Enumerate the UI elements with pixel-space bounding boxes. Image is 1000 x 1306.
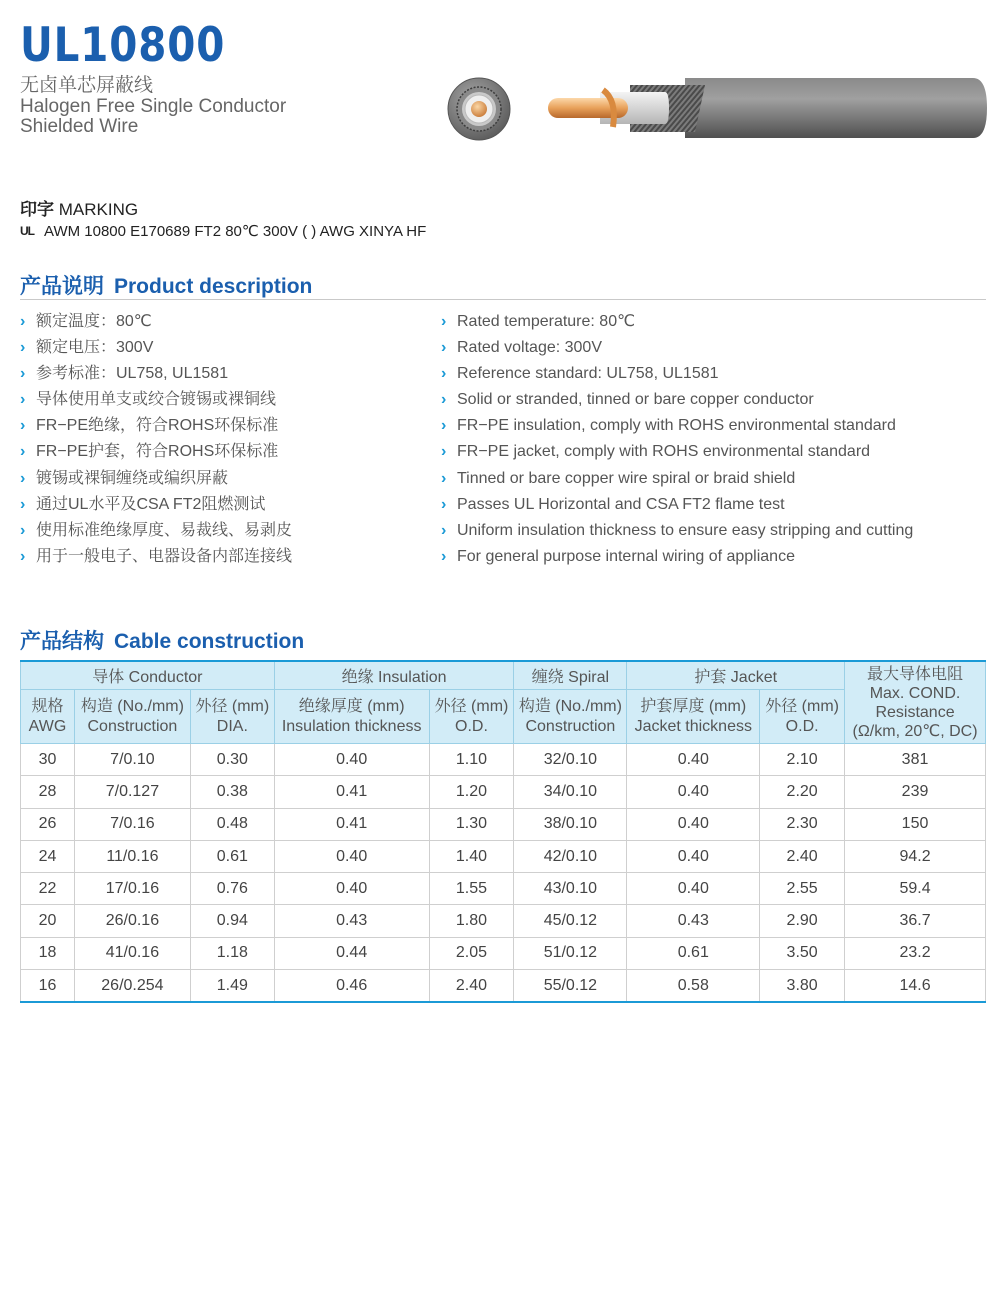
- group-header-jacket: 护套 Jacket: [627, 661, 845, 690]
- table-cell: 51/0.12: [514, 937, 627, 969]
- table-cell: 34/0.10: [514, 776, 627, 808]
- product-name-cn: 无卤单芯屏蔽线: [20, 75, 154, 96]
- model-title: UL10800: [20, 18, 226, 73]
- chevron-right-icon: ›: [441, 443, 447, 461]
- list-item: [20, 390, 292, 416]
- marking-label-en: MARKING: [58, 200, 139, 219]
- table-cell: 20: [21, 905, 75, 937]
- group-header-spiral: 缠绕 Spiral: [514, 661, 627, 690]
- chevron-right-icon: ›: [20, 365, 26, 383]
- table-cell: 0.58: [627, 970, 760, 1003]
- column-header-line: Construction: [525, 717, 616, 735]
- marking-text: AWM 10800 E170689 FT2 80℃ 300V ( ) AWG XINYA HF: [44, 223, 427, 240]
- table-cell: 1.80: [429, 905, 514, 937]
- table-cell: 1.10: [429, 744, 514, 776]
- list-item: [441, 416, 913, 442]
- column-header: [190, 690, 274, 744]
- list-item: [20, 469, 292, 495]
- table-cell: 7/0.16: [74, 808, 190, 840]
- table-cell: 2.05: [429, 937, 514, 969]
- list-item-text: Rated temperature: 80℃: [457, 313, 636, 330]
- table-cell: 0.43: [627, 905, 760, 937]
- chevron-right-icon: ›: [441, 417, 447, 435]
- table-cell: 30: [21, 744, 75, 776]
- list-item: [20, 364, 292, 390]
- table-cell: 0.40: [274, 744, 429, 776]
- group-header-conductor: 导体 Conductor: [21, 661, 275, 690]
- list-item: [20, 312, 292, 338]
- chevron-right-icon: ›: [20, 313, 26, 330]
- column-header-line: 规格: [31, 697, 64, 715]
- chevron-right-icon: ›: [20, 521, 26, 539]
- list-item: [20, 442, 292, 468]
- marking-label-cn: 印字: [20, 200, 54, 219]
- table-cell: 0.40: [274, 873, 429, 905]
- chevron-right-icon: ›: [20, 547, 26, 565]
- list-item: [441, 442, 913, 468]
- list-item: [441, 495, 913, 521]
- table-cell: 32/0.10: [514, 744, 627, 776]
- chevron-right-icon: ›: [20, 339, 26, 357]
- table-cell: 59.4: [845, 873, 986, 905]
- column-header: [760, 690, 845, 744]
- list-item-text: 镀锡或裸铜缠绕或编织屏蔽: [36, 469, 229, 487]
- table-cell: 0.46: [274, 970, 429, 1003]
- description-list-cn: [20, 312, 292, 573]
- table-cell: 1.40: [429, 840, 514, 872]
- list-item-text: Tinned or bare copper wire spiral or braid shield: [457, 469, 796, 487]
- marking-text-line: [20, 222, 426, 240]
- ul-logo-icon: UL: [20, 224, 34, 238]
- column-header-line: 构造 (No./mm): [80, 697, 184, 715]
- description-list-en: [441, 312, 913, 573]
- chevron-right-icon: ›: [20, 469, 26, 487]
- table-cell: 38/0.10: [514, 808, 627, 840]
- chevron-right-icon: ›: [441, 339, 447, 357]
- table-cell: 0.43: [274, 905, 429, 937]
- list-item-text: 使用标准绝缘厚度、易裁线、易剥皮: [36, 521, 293, 539]
- section-title-cn: 产品说明: [20, 275, 104, 298]
- table-cell: 42/0.10: [514, 840, 627, 872]
- column-header-line: 外径 (mm): [434, 697, 509, 715]
- table-cell: 150: [845, 808, 986, 840]
- section-title-en: Cable construction: [114, 630, 305, 653]
- list-item: [441, 338, 913, 364]
- table-cell: 17/0.16: [74, 873, 190, 905]
- resistance-label-cn: 最大导体电阻: [867, 665, 964, 683]
- column-header-line: DIA.: [216, 717, 248, 735]
- list-item-text: FR−PE护套，符合ROHS环保标准: [36, 443, 279, 461]
- list-item-text: 额定电压：300V: [36, 339, 154, 357]
- table-cell: 381: [845, 744, 986, 776]
- table-cell: 0.61: [190, 840, 274, 872]
- list-item: [20, 416, 292, 442]
- chevron-right-icon: ›: [20, 391, 26, 409]
- subheader-row: [21, 690, 986, 744]
- table-row: [21, 776, 986, 808]
- table-cell: 3.50: [760, 937, 845, 969]
- table-cell: 0.76: [190, 873, 274, 905]
- list-item-text: Solid or stranded, tinned or bare copper conductor: [457, 391, 814, 409]
- table-cell: 0.40: [627, 776, 760, 808]
- chevron-right-icon: ›: [441, 547, 447, 565]
- table-row: [21, 808, 986, 840]
- column-header-line: 绝缘厚度 (mm): [298, 697, 405, 715]
- table-cell: 2.40: [760, 840, 845, 872]
- column-header-line: O.D.: [785, 717, 819, 735]
- list-item-text: Uniform insulation thickness to ensure easy stripping and cutting: [457, 521, 914, 539]
- list-item: [441, 521, 913, 547]
- product-name-en-line2: Shielded Wire: [20, 116, 139, 137]
- list-item: [20, 521, 292, 547]
- chevron-right-icon: ›: [441, 469, 447, 487]
- table-cell: 11/0.16: [74, 840, 190, 872]
- chevron-right-icon: ›: [441, 391, 447, 409]
- table-cell: 1.49: [190, 970, 274, 1003]
- group-header-insulation: 绝缘 Insulation: [274, 661, 514, 690]
- table-cell: 0.30: [190, 744, 274, 776]
- chevron-right-icon: ›: [20, 417, 26, 435]
- column-header: [74, 690, 190, 744]
- column-header-line: AWG: [28, 717, 67, 735]
- table-cell: 16: [21, 970, 75, 1003]
- table-cell: 36.7: [845, 905, 986, 937]
- list-item: [441, 312, 913, 338]
- table-cell: 2.20: [760, 776, 845, 808]
- list-item-text: FR−PE绝缘，符合ROHS环保标准: [36, 417, 279, 435]
- cable-construction-title: [20, 625, 304, 655]
- list-item-text: Rated voltage: 300V: [457, 339, 602, 357]
- chevron-right-icon: ›: [441, 521, 447, 539]
- table-cell: 43/0.10: [514, 873, 627, 905]
- table-cell: 1.18: [190, 937, 274, 969]
- table-cell: 3.80: [760, 970, 845, 1003]
- column-header-line: Construction: [87, 717, 178, 735]
- marking-heading: [20, 195, 138, 220]
- table-cell: 28: [21, 776, 75, 808]
- table-cell: 23.2: [845, 937, 986, 969]
- column-header-line: 外径 (mm): [195, 697, 270, 715]
- chevron-right-icon: ›: [20, 443, 26, 461]
- table-row: [21, 937, 986, 969]
- table-cell: 1.20: [429, 776, 514, 808]
- chevron-right-icon: ›: [441, 495, 447, 513]
- chevron-right-icon: ›: [441, 365, 447, 383]
- table-row: [21, 970, 986, 1003]
- column-header: [274, 690, 429, 744]
- table-cell: 26/0.254: [74, 970, 190, 1003]
- table-cell: 0.40: [627, 808, 760, 840]
- list-item-text: 用于一般电子、电器设备内部连接线: [36, 547, 293, 565]
- table-cell: 0.40: [627, 873, 760, 905]
- table-cell: 18: [21, 937, 75, 969]
- table-cell: 0.41: [274, 808, 429, 840]
- list-item-text: 参考标准：UL758, UL1581: [36, 365, 229, 383]
- product-description-title: [20, 270, 312, 300]
- table-cell: 22: [21, 873, 75, 905]
- resistance-label-en-1: Max. COND.: [869, 684, 961, 702]
- resistance-label-en-2: Resistance: [875, 703, 955, 721]
- table-cell: 0.44: [274, 937, 429, 969]
- column-header-line: 护套厚度 (mm): [640, 697, 747, 715]
- table-cell: 0.40: [274, 840, 429, 872]
- list-item: [20, 495, 292, 521]
- table-cell: 2.55: [760, 873, 845, 905]
- column-header: [21, 690, 75, 744]
- list-item-text: FR−PE jacket, comply with ROHS environmental standard: [457, 443, 871, 461]
- section-title-en: Product description: [114, 275, 313, 298]
- list-item: [20, 338, 292, 364]
- column-header: [627, 690, 760, 744]
- table-cell: 0.61: [627, 937, 760, 969]
- product-name-en-line1: Halogen Free Single Conductor: [20, 96, 287, 117]
- table-cell: 1.55: [429, 873, 514, 905]
- list-item-text: For general purpose internal wiring of appliance: [457, 547, 795, 565]
- table-cell: 41/0.16: [74, 937, 190, 969]
- table-cell: 2.10: [760, 744, 845, 776]
- table-cell: 0.40: [627, 744, 760, 776]
- list-item: [441, 390, 913, 416]
- table-row: [21, 873, 986, 905]
- group-header-resistance: [845, 661, 986, 744]
- column-header-line: Insulation thickness: [281, 717, 422, 735]
- table-cell: 0.38: [190, 776, 274, 808]
- column-header: [429, 690, 514, 744]
- list-item: [441, 364, 913, 390]
- table-body: [21, 744, 986, 1003]
- table-row: [21, 744, 986, 776]
- cable-cutaway-illustration: [545, 75, 987, 141]
- table-cell: 2.30: [760, 808, 845, 840]
- list-item: [441, 547, 913, 573]
- resistance-unit: (Ω/km, 20℃, DC): [852, 722, 978, 740]
- table-cell: 0.48: [190, 808, 274, 840]
- table-cell: 94.2: [845, 840, 986, 872]
- column-header-line: 构造 (No./mm): [518, 697, 622, 715]
- construction-table: [20, 660, 986, 1003]
- table-cell: 0.40: [627, 840, 760, 872]
- table-cell: 7/0.10: [74, 744, 190, 776]
- table-cell: 2.90: [760, 905, 845, 937]
- table-row: [21, 905, 986, 937]
- chevron-right-icon: ›: [441, 313, 447, 330]
- column-header-line: 外径 (mm): [765, 697, 839, 715]
- column-header-line: Jacket thickness: [634, 717, 752, 735]
- list-item-text: 额定温度：80℃: [36, 313, 152, 330]
- table-cell: 26: [21, 808, 75, 840]
- table-cell: 0.41: [274, 776, 429, 808]
- list-item: [441, 469, 913, 495]
- chevron-right-icon: ›: [20, 495, 26, 513]
- table-cell: 7/0.127: [74, 776, 190, 808]
- table-cell: 24: [21, 840, 75, 872]
- table-cell: 2.40: [429, 970, 514, 1003]
- table-cell: 14.6: [845, 970, 986, 1003]
- list-item-text: FR−PE insulation, comply with ROHS environmental standard: [457, 417, 896, 435]
- section-divider: [20, 299, 986, 300]
- list-item-text: 导体使用单支或绞合镀锡或裸铜线: [36, 391, 277, 409]
- section-title-cn: 产品结构: [20, 630, 104, 653]
- table-cell: 0.94: [190, 905, 274, 937]
- column-header-line: O.D.: [455, 717, 488, 735]
- column-header: [514, 690, 627, 744]
- list-item: [20, 547, 292, 573]
- list-item-text: Reference standard: UL758, UL1581: [457, 365, 719, 383]
- table-cell: 26/0.16: [74, 905, 190, 937]
- cable-cross-section-illustration: [446, 76, 512, 142]
- table-cell: 55/0.12: [514, 970, 627, 1003]
- table-cell: 1.30: [429, 808, 514, 840]
- table-cell: 45/0.12: [514, 905, 627, 937]
- list-item-text: Passes UL Horizontal and CSA FT2 flame test: [457, 495, 785, 513]
- table-cell: 239: [845, 776, 986, 808]
- table-row: [21, 840, 986, 872]
- list-item-text: 通过UL水平及CSA FT2阻燃测试: [36, 495, 266, 513]
